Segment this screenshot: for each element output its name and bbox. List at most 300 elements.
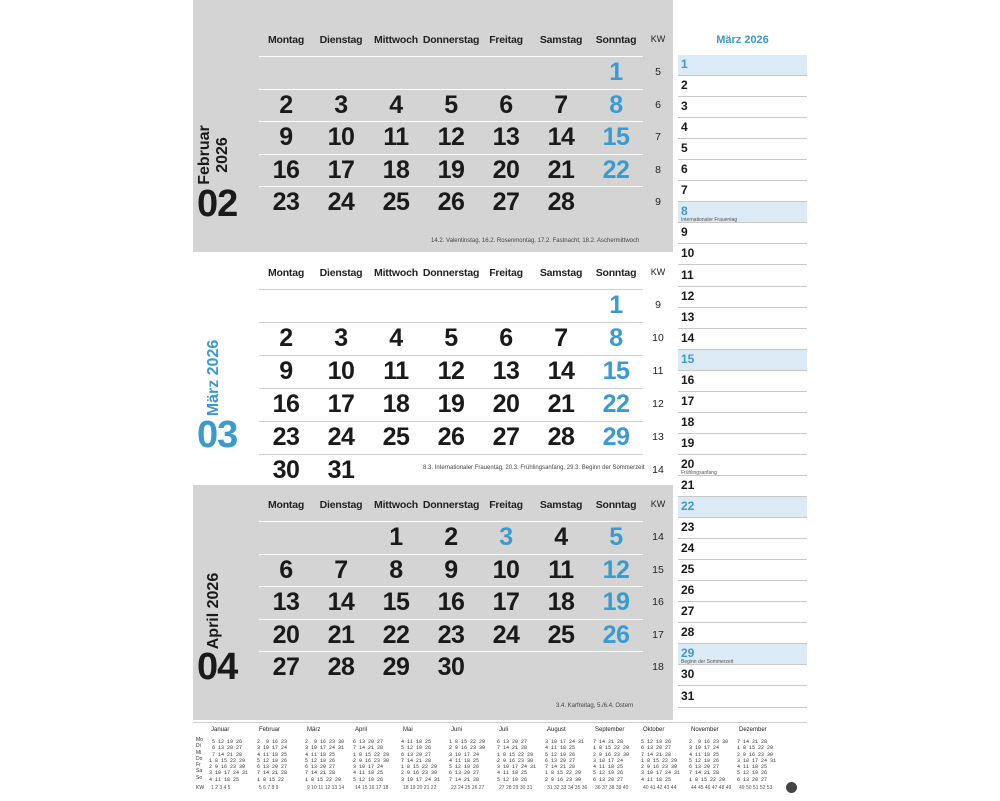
year-day-abbr-item: Sa <box>196 768 203 775</box>
day-number: 6 <box>279 555 293 584</box>
week-number: 7 <box>655 131 661 144</box>
year-month-kw: 14 15 16 17 18 <box>355 785 389 791</box>
weekday-header: Sonntag <box>595 499 637 511</box>
year-month-row: 3 10 17 24 31 <box>545 739 585 745</box>
day-row-number: 1 <box>681 57 688 71</box>
day-row <box>678 602 807 623</box>
year-month-row: 4 11 18 25 <box>497 770 528 777</box>
week-row-divider <box>259 454 643 455</box>
week-row-divider <box>259 388 643 389</box>
weekday-header: Samstag <box>539 34 583 46</box>
weekday-header: Donnerstag <box>422 267 480 279</box>
year-month-row: 7 14 21 28 <box>401 757 432 764</box>
day-number: 13 <box>492 356 520 385</box>
year-month-grid <box>449 739 485 783</box>
day-number: 15 <box>382 588 410 617</box>
year-month-row: 6 13 20 27 <box>401 751 432 758</box>
year-month-row: 1 8 15 22 <box>257 776 285 783</box>
day-number: 28 <box>547 188 575 217</box>
kw-header: KW <box>650 34 666 44</box>
year-month <box>447 727 499 791</box>
day-number: 5 <box>609 523 623 551</box>
day-number: 12 <box>437 123 465 152</box>
year-month-name: Oktober <box>643 727 665 733</box>
day-row <box>678 202 807 223</box>
year-month-row: 5 12 19 26 <box>209 739 243 745</box>
year-month-row: 2 9 16 23 30 <box>449 745 486 752</box>
month-panel-2 <box>193 252 673 485</box>
day-row-number: 25 <box>681 562 695 577</box>
year-month-kw: 36 37 38 39 40 <box>595 785 629 791</box>
day-number: 16 <box>272 389 300 418</box>
day-number: 27 <box>272 653 300 682</box>
day-row <box>678 434 807 455</box>
week-row-divider <box>259 322 643 323</box>
day-number: 25 <box>382 422 410 451</box>
day-number: 20 <box>492 389 520 418</box>
day-number: 9 <box>279 356 293 385</box>
day-row-number: 8 <box>681 204 688 219</box>
year-month-row: 6 13 20 27 <box>257 764 288 771</box>
year-month-row: 6 13 20 27 <box>737 776 768 783</box>
year-month-row: 4 11 18 25 <box>641 776 672 783</box>
week-row-divider <box>259 586 643 587</box>
day-row-number: 23 <box>681 520 695 535</box>
year-month <box>255 727 307 791</box>
year-month-kw: 18 19 20 21 22 <box>403 785 437 791</box>
year-month-row: 1 8 15 22 29 <box>593 745 630 752</box>
day-number: 3 <box>334 90 348 119</box>
day-row-number: 5 <box>681 141 688 156</box>
day-number: 8 <box>609 323 623 352</box>
week-row-divider <box>259 289 643 290</box>
year-month-row: 4 11 18 25 <box>449 757 480 764</box>
day-number: 26 <box>602 620 630 649</box>
year-month-kw: 40 41 42 43 44 <box>643 785 677 791</box>
day-number: 18 <box>382 155 410 184</box>
year-day-abbr-item: Di <box>196 743 201 750</box>
day-number: 17 <box>327 155 355 184</box>
year-month-kw: 31 32 33 34 35 36 <box>547 785 588 791</box>
year-month-row: 5 12 19 26 <box>689 757 720 764</box>
day-row-number: 10 <box>681 246 695 261</box>
day-row <box>678 518 807 539</box>
year-month-name: Februar <box>259 727 281 733</box>
week-number: 10 <box>652 331 664 344</box>
day-number: 20 <box>492 155 520 184</box>
day-number: 28 <box>547 422 575 451</box>
year-month-row: 2 9 16 23 30 <box>737 751 774 758</box>
weekday-header: Mittwoch <box>374 267 418 279</box>
day-row-number: 14 <box>681 330 695 345</box>
week-number: 12 <box>652 397 664 410</box>
week-number: 6 <box>655 98 661 111</box>
year-month-row: 3 10 17 24 31 <box>497 764 537 771</box>
year-month-kw: 9 10 11 12 13 14 <box>307 785 345 791</box>
year-month-row: 7 14 21 28 <box>257 770 288 777</box>
year-month <box>687 727 739 791</box>
weekday-header: Dienstag <box>319 34 363 46</box>
kw-header: KW <box>650 267 666 277</box>
year-month-row: 1 8 15 22 29 <box>353 751 390 758</box>
day-number: 31 <box>327 455 355 484</box>
year-month-row: 2 9 16 23 30 <box>545 776 582 783</box>
day-number: 21 <box>547 389 575 418</box>
year-month-row: 6 13 20 27 <box>305 764 336 771</box>
year-day-abbr-item: So <box>196 774 203 781</box>
year-month-row: 3 10 17 24 31 <box>641 770 681 777</box>
year-month <box>351 727 403 791</box>
year-day-abbr-item: Mo <box>196 737 203 743</box>
year-month-row: 1 8 15 22 29 <box>737 745 774 752</box>
year-month-row: 1 8 15 22 29 <box>545 770 582 777</box>
day-number: 12 <box>602 555 630 584</box>
day-row <box>678 118 807 139</box>
year-month-row: 4 11 18 25 <box>401 739 432 745</box>
day-row <box>678 223 807 244</box>
week-number: 13 <box>652 430 664 443</box>
day-number: 6 <box>499 323 513 352</box>
year-month-row: 4 11 18 25 <box>545 745 576 752</box>
day-row-number: 27 <box>681 604 695 619</box>
weekday-header: Montag <box>267 267 305 279</box>
day-number: 18 <box>547 588 575 617</box>
year-month-row: 4 11 18 25 <box>305 751 336 758</box>
day-number: 13 <box>272 588 300 617</box>
week-number: 15 <box>652 563 664 576</box>
year-month-row: 4 11 18 25 <box>689 751 720 758</box>
day-row <box>678 308 807 329</box>
year-month-row: 2 9 16 23 30 <box>353 757 390 764</box>
day-row-number: 31 <box>681 688 695 703</box>
year-month-row: 6 13 20 27 <box>353 739 384 745</box>
year-month-row: 5 12 19 26 <box>449 764 480 771</box>
day-number: 5 <box>444 323 458 352</box>
week-number: 14 <box>652 463 664 476</box>
day-row-number: 21 <box>681 478 695 492</box>
day-number: 21 <box>547 155 575 184</box>
day-number: 17 <box>327 389 355 418</box>
wall-calendar <box>193 0 807 800</box>
year-month-name: August <box>547 727 566 733</box>
day-row <box>678 623 807 644</box>
day-number: 4 <box>389 90 403 119</box>
year-month-row: 7 14 21 28 <box>353 745 384 752</box>
year-month-row: 1 8 15 22 29 <box>449 739 486 745</box>
year-month-row: 1 8 15 22 29 <box>497 751 534 758</box>
year-month-row: 6 13 20 27 <box>545 757 576 764</box>
year-month-kw: 23 24 25 26 27 <box>451 785 485 791</box>
year-kw-label: KW <box>196 785 205 791</box>
week-row-divider <box>259 554 643 555</box>
day-row <box>678 539 807 560</box>
day-number: 27 <box>492 422 520 451</box>
day-number: 22 <box>602 155 630 184</box>
day-row <box>678 160 807 181</box>
year-month-row: 3 10 17 24 <box>257 745 288 752</box>
day-row <box>678 350 807 371</box>
year-month-row: 5 12 19 26 <box>641 739 672 745</box>
day-row-number: 9 <box>681 225 688 240</box>
year-month-row: 7 14 21 28 <box>305 770 336 777</box>
day-number: 21 <box>327 620 355 649</box>
year-month-row: 5 12 19 26 <box>305 757 336 764</box>
day-number: 1 <box>609 58 623 86</box>
day-number: 19 <box>602 588 630 617</box>
year-month <box>399 727 451 791</box>
day-number: 2 <box>279 90 293 119</box>
day-number: 6 <box>499 90 513 119</box>
year-month-row: 3 10 17 24 <box>593 757 624 764</box>
day-number: 3 <box>334 323 348 352</box>
weekday-header: Freitag <box>489 267 523 279</box>
year-month-row: 2 9 16 23 30 <box>497 757 534 764</box>
day-row-number: 13 <box>681 309 695 324</box>
day-number: 5 <box>444 90 458 119</box>
month-label: Februar 2026 <box>196 125 231 185</box>
year-month-row: 1 8 15 22 29 <box>209 757 246 764</box>
day-row-number: 30 <box>681 667 695 682</box>
year-overview <box>193 722 807 801</box>
year-month-row: 7 14 21 28 <box>689 770 720 777</box>
day-row-number: 28 <box>681 625 695 640</box>
day-number: 1 <box>389 523 403 551</box>
week-number: 18 <box>652 661 664 674</box>
day-number: 11 <box>383 123 409 152</box>
week-row-divider <box>259 121 643 122</box>
day-number: 23 <box>437 620 465 649</box>
day-number: 15 <box>602 123 630 152</box>
week-number: 9 <box>655 299 661 311</box>
day-number: 10 <box>492 555 520 584</box>
year-month <box>543 727 595 791</box>
week-number: 8 <box>655 163 661 176</box>
week-number: 14 <box>652 531 664 543</box>
year-month-row: 2 9 16 23 30 <box>593 751 630 758</box>
year-month-row: 6 13 20 27 <box>641 745 672 752</box>
year-month-row: 5 12 19 26 <box>497 776 528 783</box>
year-month-row: 6 13 20 27 <box>689 764 720 771</box>
day-row <box>678 97 807 118</box>
weekday-header: Sonntag <box>595 34 637 46</box>
year-month-row: 1 8 15 22 29 <box>401 764 438 771</box>
holiday-note: 8.3. Internationaler Frauentag, 20.3. Frühlingsanfang, 29.3. Beginn der Sommerzeit <box>423 465 645 471</box>
weekday-header: Montag <box>267 34 305 46</box>
year-month-row: 5 12 19 26 <box>593 770 624 777</box>
weekday-header: Sonntag <box>595 267 637 279</box>
day-row-number: 18 <box>681 414 695 429</box>
year-month-name: April <box>355 727 368 733</box>
day-number: 24 <box>327 188 355 217</box>
year-month-row: 6 13 20 27 <box>449 770 480 777</box>
day-row-note: Internationaler Frauentag <box>681 217 738 224</box>
day-row-number: 19 <box>681 435 695 450</box>
year-day-abbr-item: Fr <box>196 762 201 769</box>
year-month-row: 6 13 20 27 <box>497 739 528 745</box>
year-month-kw: 5 6 7 8 9 <box>259 785 279 791</box>
year-month-grid <box>305 739 344 783</box>
holiday-note: 3.4. Karfreitag, 5./6.4. Ostern <box>556 703 634 709</box>
month-label: März 2026 <box>205 339 222 417</box>
year-month-row: 4 11 18 25 <box>737 764 768 771</box>
year-month <box>303 727 355 791</box>
day-row <box>678 665 807 686</box>
year-month-grid <box>209 739 248 783</box>
year-month-grid <box>689 739 728 783</box>
day-number: 4 <box>389 323 403 352</box>
year-month-row: 5 12 19 26 <box>401 745 432 752</box>
week-row-divider <box>259 421 643 422</box>
weekday-header: Donnerstag <box>422 34 480 46</box>
weekday-header: Samstag <box>539 267 583 279</box>
year-month-row: 2 9 16 23 30 <box>689 739 729 745</box>
day-number: 4 <box>554 523 568 551</box>
day-number: 26 <box>437 422 465 451</box>
week-row-divider <box>259 619 643 620</box>
month-label: April 2026 <box>205 572 222 650</box>
year-month-row: 7 14 21 28 <box>641 751 672 758</box>
year-month <box>591 727 643 791</box>
day-number: 25 <box>382 188 410 217</box>
year-month-grid <box>641 739 680 783</box>
day-row-number: 3 <box>681 99 688 114</box>
day-row-number: 2 <box>681 78 688 93</box>
year-month-row: 6 13 20 27 <box>209 745 243 752</box>
year-month-kw: 44 45 46 47 48 49 <box>691 785 732 791</box>
year-month-row: 7 14 21 28 <box>545 764 576 771</box>
kw-header: KW <box>650 499 666 509</box>
day-row <box>678 329 807 350</box>
year-month-name: Juni <box>451 727 463 733</box>
year-month-kw: 49 50 51 52 53 <box>739 785 773 791</box>
day-number: 28 <box>327 653 355 682</box>
day-row-number: 15 <box>681 351 695 366</box>
year-month-row: 1 8 15 22 29 <box>689 776 726 783</box>
day-list-title: März 2026 <box>716 34 769 46</box>
day-number: 23 <box>272 422 300 451</box>
year-month-row: 2 9 16 23 30 <box>305 739 345 745</box>
day-number: 17 <box>492 588 520 617</box>
day-number: 16 <box>272 155 300 184</box>
day-number: 2 <box>279 323 293 352</box>
day-number: 19 <box>437 155 465 184</box>
day-row <box>678 287 807 308</box>
year-month-row: 7 14 21 28 <box>449 776 480 783</box>
holiday-note: 14.2. Valentinstag, 16.2. Rosenmontag, 17.2. Fastnacht, 18.2. Aschermittwoch <box>431 238 640 244</box>
year-month-row: 7 14 21 28 <box>593 739 624 745</box>
day-number: 9 <box>279 123 293 152</box>
day-row-number: 4 <box>681 120 688 135</box>
year-month-row: 3 10 17 24 31 <box>305 745 345 752</box>
month-number: 04 <box>197 646 238 688</box>
year-month <box>207 727 259 791</box>
year-month-row: 2 9 16 23 30 <box>641 764 678 771</box>
day-number: 7 <box>554 90 568 119</box>
day-number: 25 <box>547 620 575 649</box>
weekday-header: Mittwoch <box>374 499 418 511</box>
day-number: 3 <box>499 523 513 551</box>
week-row-divider <box>259 186 643 187</box>
day-row-number: 7 <box>681 183 688 198</box>
day-row <box>678 644 807 665</box>
year-month-name: Dezember <box>739 727 767 733</box>
day-row-number: 26 <box>681 583 695 598</box>
day-number: 30 <box>272 455 300 484</box>
day-number: 11 <box>548 555 574 584</box>
day-row-number: 6 <box>681 162 688 177</box>
month-number: 02 <box>197 183 238 225</box>
week-number: 16 <box>652 596 664 609</box>
day-number: 22 <box>602 389 630 418</box>
day-number: 29 <box>382 653 410 682</box>
day-row <box>678 76 807 97</box>
day-number: 23 <box>272 188 300 217</box>
year-month-row: 5 12 19 26 <box>737 770 768 777</box>
day-row <box>678 476 807 497</box>
year-month-row: 1 8 15 22 29 <box>641 757 678 764</box>
year-month-row: 3 10 17 24 <box>353 764 384 771</box>
day-number: 14 <box>547 123 575 152</box>
week-row-divider <box>259 521 643 522</box>
day-row-note: Beginn der Sommerzeit <box>681 659 734 666</box>
year-month-row: 2 9 16 23 <box>257 739 288 745</box>
day-number: 24 <box>327 422 355 451</box>
weekday-header: Freitag <box>489 499 523 511</box>
day-row-number: 11 <box>681 267 694 282</box>
month-panel-1 <box>193 0 673 252</box>
day-row <box>678 392 807 413</box>
day-number: 18 <box>382 389 410 418</box>
weekday-header: Dienstag <box>319 499 363 511</box>
day-number: 7 <box>334 555 348 584</box>
day-number: 8 <box>389 555 403 584</box>
year-month-row: 3 10 17 24 31 <box>737 757 777 764</box>
week-number: 11 <box>652 364 664 377</box>
year-month-grid <box>545 739 584 783</box>
day-number: 9 <box>444 555 458 584</box>
year-month <box>495 727 547 791</box>
week-row-divider <box>259 89 643 90</box>
day-row <box>678 455 807 476</box>
month-number: 03 <box>197 414 238 456</box>
year-month-name: September <box>595 727 625 733</box>
day-number: 7 <box>554 323 568 352</box>
year-month-row: 4 11 18 25 <box>209 776 240 783</box>
day-row <box>678 560 807 581</box>
day-row <box>678 497 807 518</box>
day-number: 13 <box>492 123 520 152</box>
year-month-grid <box>497 739 536 783</box>
year-month-grid <box>257 739 287 783</box>
day-row <box>678 413 807 434</box>
day-number: 15 <box>602 356 630 385</box>
week-row-divider <box>259 56 643 57</box>
year-month-row: 6 13 20 27 <box>593 776 624 783</box>
day-number: 19 <box>437 389 465 418</box>
year-month-row: 5 12 19 26 <box>257 757 288 764</box>
day-row-number: 29 <box>681 646 695 661</box>
week-number: 17 <box>652 628 664 641</box>
week-number: 9 <box>655 196 661 209</box>
year-month-row: 4 11 18 25 <box>353 770 384 777</box>
day-number: 11 <box>383 356 409 385</box>
year-month-row: 3 10 17 24 31 <box>401 776 441 783</box>
weekday-header: Donnerstag <box>422 499 480 511</box>
year-month-row: 7 14 21 28 <box>209 751 243 758</box>
day-number: 27 <box>492 188 520 217</box>
day-number: 22 <box>382 620 410 649</box>
weekday-header: Freitag <box>489 34 523 46</box>
